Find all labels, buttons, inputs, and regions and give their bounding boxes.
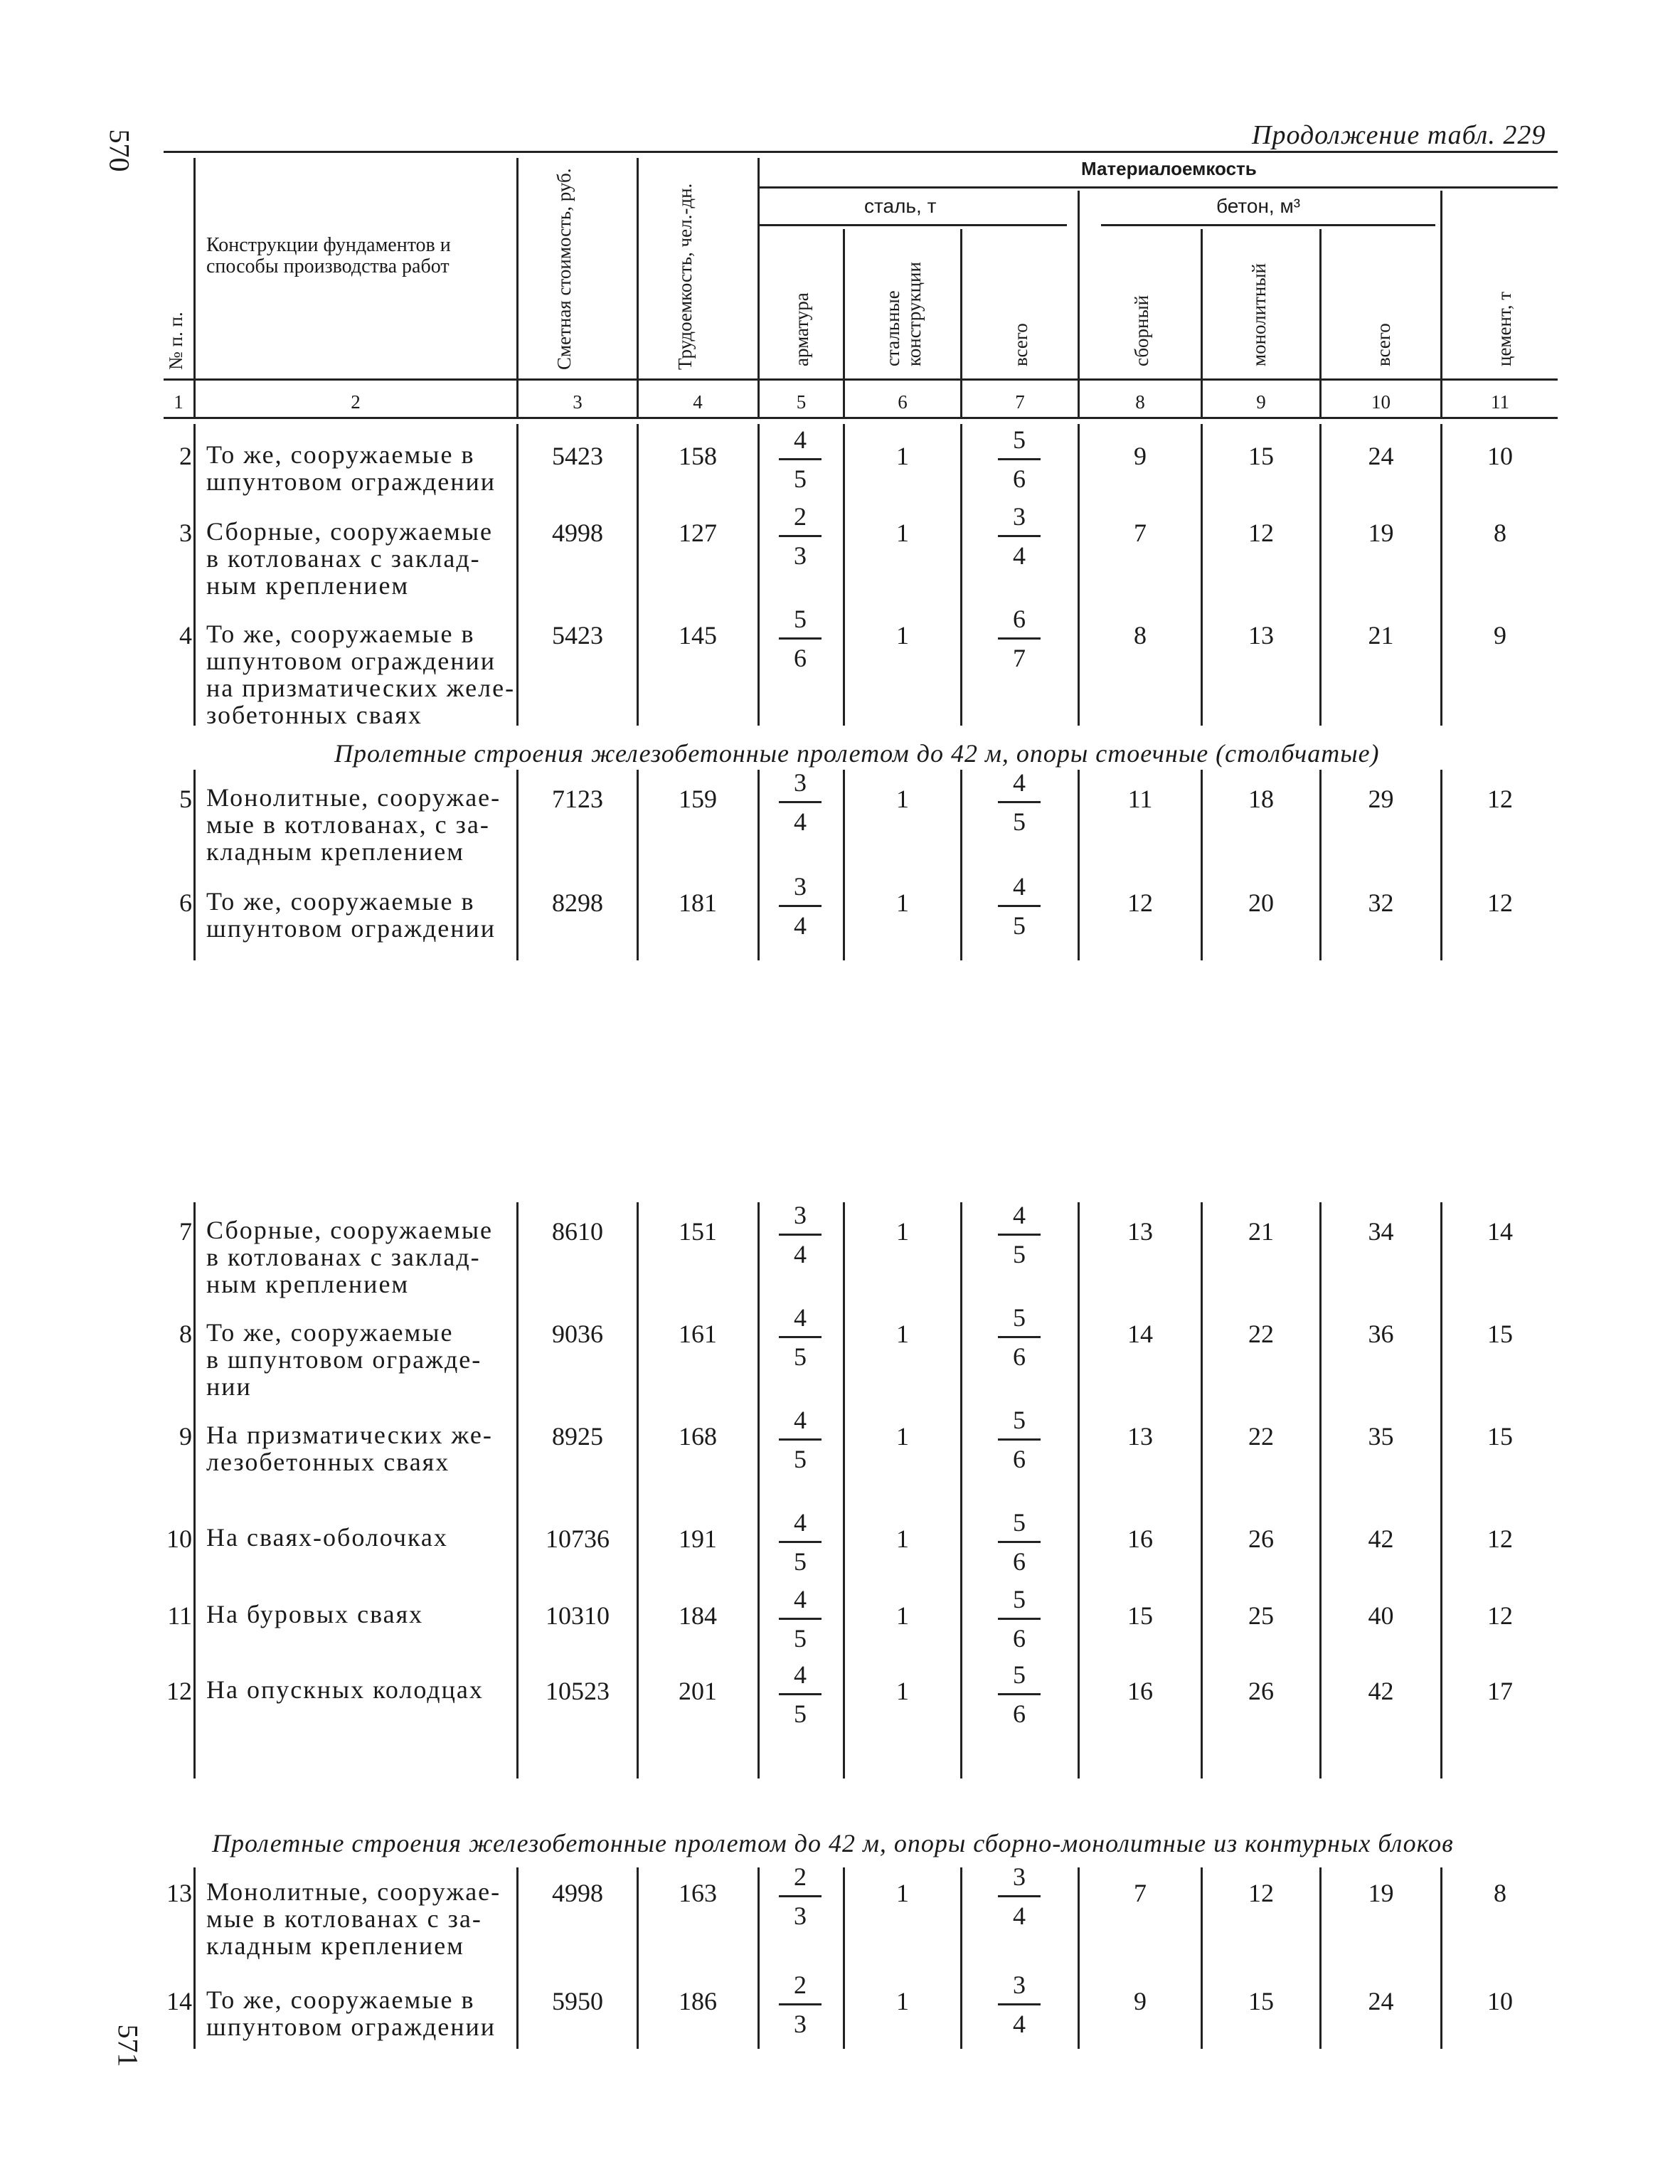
row-description-line: в котлованах с заклад-: [206, 544, 481, 573]
row-steel-structures: 1: [896, 1217, 909, 1246]
section-title-1: Пролетные строения железобетонные пролетом до 42 м, опоры стоечные (столбчатые): [334, 739, 1380, 768]
header-materials: Материалоемкость: [1081, 158, 1257, 179]
row-concrete-monolithic: 22: [1248, 1422, 1274, 1451]
row-armature-denominator: 6: [794, 644, 807, 672]
row-concrete-monolithic: 26: [1248, 1677, 1274, 1705]
header-col5: арматура: [791, 292, 812, 366]
row-steel-structures: 1: [896, 1987, 909, 2015]
row-armature-denominator: 4: [794, 1240, 807, 1268]
row-concrete-precast: 15: [1127, 1601, 1153, 1630]
row-labor: 127: [679, 519, 717, 547]
table-vline: [757, 770, 760, 960]
row-armature-denominator: 5: [794, 1547, 807, 1576]
row-steel-total-denominator: 6: [1013, 1624, 1026, 1653]
row-description-line: шпунтовом ограждении: [206, 2013, 496, 2041]
row-armature-bar: [779, 1618, 822, 1620]
row-steel-total-bar: [998, 2003, 1041, 2005]
row-steel-total-denominator: 4: [1013, 1902, 1026, 1930]
row-concrete-monolithic: 18: [1248, 785, 1274, 813]
row-steel-total-numerator: 6: [1013, 605, 1026, 633]
row-armature-numerator: 2: [794, 1971, 807, 1999]
row-concrete-total: 35: [1368, 1422, 1394, 1451]
header-col11: цемент, т: [1494, 291, 1515, 366]
row-steel-total-numerator: 5: [1013, 425, 1026, 454]
row-steel-total-bar: [998, 905, 1041, 907]
row-armature-numerator: 2: [794, 502, 807, 531]
row-labor: 159: [679, 785, 717, 813]
row-armature-numerator: 5: [794, 605, 807, 633]
row-concrete-monolithic: 15: [1248, 442, 1274, 470]
row-steel-total-bar: [998, 535, 1041, 537]
row-cost: 4998: [552, 519, 603, 547]
row-cost: 4998: [552, 1879, 603, 1907]
row-armature-numerator: 3: [794, 768, 807, 797]
row-description-line: Сборные, сооружаемые: [206, 1216, 494, 1244]
row-armature-bar: [779, 801, 822, 803]
row-number: 6: [179, 889, 192, 917]
row-cost: 10736: [546, 1525, 610, 1553]
row-armature-denominator: 5: [794, 465, 807, 493]
row-armature-bar: [779, 1336, 822, 1338]
row-number: 2: [179, 442, 192, 470]
row-armature-numerator: 4: [794, 1303, 807, 1332]
header-vline: [516, 158, 519, 417]
row-armature-bar: [779, 1693, 822, 1695]
row-concrete-monolithic: 20: [1248, 889, 1274, 917]
row-steel-total: [991, 768, 1048, 836]
row-description-line: кладным креплением: [206, 837, 464, 866]
row-concrete-total: 19: [1368, 519, 1394, 547]
section-title-2: Пролетные строения железобетонные пролетом до 42 м, опоры сборно-монолитные из контурных блоков: [212, 1829, 1454, 1857]
row-armature: [772, 1406, 829, 1473]
row-armature: [772, 1201, 829, 1268]
row-steel-total: [991, 605, 1048, 672]
row-cement: 12: [1487, 889, 1513, 917]
row-description-line: мые в котлованах, с за-: [206, 810, 490, 839]
header-top-rule: [164, 151, 1558, 153]
row-number: 8: [179, 1320, 192, 1348]
page-number-bottom: 571: [112, 2024, 144, 2067]
row-steel-structures: 1: [896, 1879, 909, 1907]
row-concrete-precast: 8: [1134, 621, 1147, 650]
row-description-line: в котлованах с заклад-: [206, 1243, 481, 1271]
row-steel-total-bar: [998, 458, 1041, 460]
table-vline: [960, 1867, 962, 2049]
row-labor: 201: [679, 1677, 717, 1705]
header-col7: всего: [1010, 323, 1031, 366]
row-steel-total-bar: [998, 1438, 1041, 1441]
row-description-line: в шпунтовом огражде-: [206, 1345, 482, 1374]
row-cost: 8610: [552, 1217, 603, 1246]
row-armature: [772, 1660, 829, 1728]
row-description-line: мые в котлованах с за-: [206, 1904, 482, 1933]
row-armature-bar: [779, 637, 822, 640]
row-steel-total-denominator: 6: [1013, 1700, 1026, 1728]
row-cement: 14: [1487, 1217, 1513, 1246]
row-steel-structures: 1: [896, 621, 909, 650]
row-steel-total-denominator: 6: [1013, 1547, 1026, 1576]
row-description-line: То же, сооружаемые в: [206, 1986, 475, 2014]
row-cost: 8925: [552, 1422, 603, 1451]
row-armature-bar: [779, 1895, 822, 1897]
row-concrete-precast: 9: [1134, 442, 1147, 470]
row-steel-total: [991, 1406, 1048, 1473]
row-armature: [772, 1585, 829, 1653]
table-vline: [757, 424, 760, 726]
row-concrete-total: 40: [1368, 1601, 1394, 1630]
row-concrete-monolithic: 22: [1248, 1320, 1274, 1348]
row-description-line: ным креплением: [206, 571, 410, 600]
row-armature-numerator: 2: [794, 1862, 807, 1891]
row-armature-numerator: 4: [794, 1508, 807, 1537]
row-steel-structures: 1: [896, 785, 909, 813]
row-description-line: шпунтовом ограждении: [206, 647, 496, 675]
colnum-9: 9: [1256, 391, 1266, 413]
row-steel-total: [991, 1508, 1048, 1576]
row-armature-bar: [779, 1438, 822, 1441]
row-steel-total-numerator: 4: [1013, 1201, 1026, 1229]
colnum-11: 11: [1491, 391, 1509, 413]
table-continuation-title: Продолжение табл. 229: [1252, 120, 1546, 150]
row-armature-bar: [779, 1541, 822, 1543]
header-col2-text: Конструкции фундаментов и способы производства работ: [206, 234, 451, 277]
row-concrete-total: 32: [1368, 889, 1394, 917]
row-steel-structures: 1: [896, 1422, 909, 1451]
row-concrete-precast: 11: [1127, 785, 1153, 813]
row-number: 3: [179, 519, 192, 547]
row-concrete-precast: 7: [1134, 1879, 1147, 1907]
row-concrete-total: 42: [1368, 1677, 1394, 1705]
row-steel-total-numerator: 5: [1013, 1508, 1026, 1537]
row-concrete-monolithic: 25: [1248, 1601, 1274, 1630]
header-vline: [637, 158, 639, 417]
colnum-1: 1: [174, 391, 184, 413]
row-labor: 191: [679, 1525, 717, 1553]
row-steel-total-denominator: 4: [1013, 2010, 1026, 2038]
row-armature-denominator: 4: [794, 807, 807, 836]
row-steel-total-denominator: 5: [1013, 911, 1026, 940]
row-armature-denominator: 5: [794, 1445, 807, 1473]
row-cement: 12: [1487, 1601, 1513, 1630]
row-armature-denominator: 3: [794, 1902, 807, 1930]
header-col1: № п. п.: [165, 312, 186, 370]
row-description-line: шпунтовом ограждении: [206, 467, 496, 496]
row-steel-total-numerator: 4: [1013, 872, 1026, 901]
row-concrete-total: 21: [1368, 621, 1394, 650]
row-cost: 9036: [552, 1320, 603, 1348]
row-steel-total-denominator: 6: [1013, 1445, 1026, 1473]
row-cement: 10: [1487, 442, 1513, 470]
row-concrete-total: 36: [1368, 1320, 1394, 1348]
row-armature-numerator: 3: [794, 1201, 807, 1229]
row-description-line: Сборные, сооружаемые: [206, 517, 494, 546]
row-cost: 5423: [552, 621, 603, 650]
row-armature-bar: [779, 535, 822, 537]
header-vline: [1201, 229, 1203, 417]
header-vline: [757, 158, 760, 417]
table-vline: [193, 1202, 196, 1779]
row-number: 4: [179, 621, 192, 650]
row-armature: [772, 605, 829, 672]
header-col2: [206, 235, 512, 277]
row-steel-total-bar: [998, 637, 1041, 640]
table-vline: [757, 1867, 760, 2049]
row-steel-total-numerator: 4: [1013, 768, 1026, 797]
header-col3: Сметная стоимость, руб.: [553, 168, 575, 370]
row-concrete-monolithic: 12: [1248, 1879, 1274, 1907]
materials-rule: [757, 186, 1558, 189]
row-concrete-precast: 16: [1127, 1677, 1153, 1705]
row-concrete-precast: 16: [1127, 1525, 1153, 1553]
row-armature-denominator: 5: [794, 1342, 807, 1371]
row-steel-total-numerator: 5: [1013, 1303, 1026, 1332]
row-steel-total-denominator: 7: [1013, 644, 1026, 672]
colnum-7: 7: [1015, 391, 1025, 413]
row-labor: 163: [679, 1879, 717, 1907]
row-armature: [772, 1303, 829, 1371]
row-armature-bar: [779, 458, 822, 460]
row-number: 9: [179, 1422, 192, 1451]
row-number: 13: [166, 1879, 192, 1907]
colnum-10: 10: [1371, 391, 1391, 413]
colnum-2: 2: [351, 391, 361, 413]
row-concrete-precast: 9: [1134, 1987, 1147, 2015]
table-vline: [960, 770, 962, 960]
row-steel-total: [991, 1660, 1048, 1728]
row-concrete-precast: 7: [1134, 519, 1147, 547]
row-steel-total-bar: [998, 1895, 1041, 1897]
row-description-line: на призматических желе-: [206, 674, 516, 702]
row-armature-numerator: 4: [794, 1406, 807, 1434]
row-labor: 151: [679, 1217, 717, 1246]
row-description-line: То же, сооружаемые в: [206, 620, 475, 648]
row-cost: 10310: [546, 1601, 610, 1630]
row-concrete-total: 34: [1368, 1217, 1394, 1246]
row-steel-total: [991, 1585, 1048, 1653]
row-cement: 10: [1487, 1987, 1513, 2015]
row-steel-total: [991, 1862, 1048, 1930]
row-number: 12: [166, 1677, 192, 1705]
row-cost: 5423: [552, 442, 603, 470]
row-description-line: кладным креплением: [206, 1931, 464, 1960]
row-armature-denominator: 5: [794, 1700, 807, 1728]
row-steel-structures: 1: [896, 519, 909, 547]
row-cement: 17: [1487, 1677, 1513, 1705]
row-description-line: зобетонных сваях: [206, 701, 422, 729]
row-labor: 145: [679, 621, 717, 650]
row-armature: [772, 425, 829, 493]
row-number: 7: [179, 1217, 192, 1246]
header-steel: сталь, т: [864, 195, 937, 217]
colnum-3: 3: [573, 391, 583, 413]
table-vline: [193, 424, 196, 726]
table-vline: [960, 424, 962, 726]
steel-rule: [757, 224, 1067, 226]
header-col9: монолитный: [1248, 263, 1270, 366]
page-number-top: 570: [103, 129, 136, 172]
row-concrete-total: 19: [1368, 1879, 1394, 1907]
row-armature-numerator: 4: [794, 1660, 807, 1689]
row-steel-total: [991, 1303, 1048, 1371]
table-vline: [757, 1202, 760, 1779]
row-armature-denominator: 5: [794, 1624, 807, 1653]
row-concrete-total: 24: [1368, 1987, 1394, 2015]
row-steel-total-numerator: 5: [1013, 1585, 1026, 1613]
row-steel-total: [991, 872, 1048, 940]
row-description-line: шпунтовом ограждении: [206, 914, 496, 943]
row-armature-denominator: 3: [794, 541, 807, 570]
row-cement: 9: [1494, 621, 1506, 650]
row-armature: [772, 1508, 829, 1576]
header-col10: всего: [1373, 323, 1394, 366]
header-vline: [193, 158, 196, 417]
row-cement: 15: [1487, 1320, 1513, 1348]
table-vline: [193, 1867, 196, 2049]
row-description-line: На опускных колодцах: [206, 1675, 484, 1704]
row-steel-total-bar: [998, 1234, 1041, 1236]
row-steel-total-denominator: 4: [1013, 541, 1026, 570]
row-concrete-monolithic: 21: [1248, 1217, 1274, 1246]
row-cement: 12: [1487, 785, 1513, 813]
row-steel-total-bar: [998, 1541, 1041, 1543]
row-number: 11: [167, 1601, 192, 1630]
row-description-line: Монолитные, сооружае-: [206, 783, 501, 812]
row-steel-total-denominator: 6: [1013, 1342, 1026, 1371]
colnum-5: 5: [796, 391, 807, 413]
row-steel-total: [991, 1201, 1048, 1268]
row-armature-denominator: 3: [794, 2010, 807, 2038]
row-cement: 8: [1494, 1879, 1506, 1907]
colnum-6: 6: [898, 391, 908, 413]
numbers-bottom-rule: [164, 417, 1558, 419]
row-cement: 15: [1487, 1422, 1513, 1451]
row-armature-bar: [779, 1234, 822, 1236]
row-steel-structures: 1: [896, 1677, 909, 1705]
row-labor: 161: [679, 1320, 717, 1348]
row-labor: 186: [679, 1987, 717, 2015]
row-steel-total-denominator: 5: [1013, 807, 1026, 836]
row-description-line: То же, сооружаемые: [206, 1318, 454, 1347]
row-labor: 158: [679, 442, 717, 470]
row-description-line: На сваях-оболочках: [206, 1523, 448, 1552]
header-col8: сборный: [1131, 295, 1152, 366]
header-col4: Трудоемкость, чел.-дн.: [674, 183, 696, 370]
row-steel-total-numerator: 5: [1013, 1406, 1026, 1434]
row-description-line: Монолитные, сооружае-: [206, 1877, 501, 1906]
row-concrete-precast: 13: [1127, 1422, 1153, 1451]
row-steel-structures: 1: [896, 1601, 909, 1630]
table-vline: [960, 1202, 962, 1779]
row-concrete-total: 24: [1368, 442, 1394, 470]
row-concrete-precast: 13: [1127, 1217, 1153, 1246]
row-concrete-precast: 14: [1127, 1320, 1153, 1348]
row-description-line: То же, сооружаемые в: [206, 440, 475, 469]
row-armature-numerator: 3: [794, 872, 807, 901]
row-steel-structures: 1: [896, 1320, 909, 1348]
table-vline: [193, 770, 196, 960]
row-cement: 12: [1487, 1525, 1513, 1553]
row-cost: 7123: [552, 785, 603, 813]
header-vline: [960, 229, 962, 417]
row-concrete-monolithic: 12: [1248, 519, 1274, 547]
row-steel-total-numerator: 5: [1013, 1660, 1026, 1689]
row-steel-total: [991, 425, 1048, 493]
row-description-line: нии: [206, 1372, 252, 1401]
row-steel-total-numerator: 3: [1013, 502, 1026, 531]
row-description-line: ным креплением: [206, 1270, 410, 1298]
header-col6: стальные конструкции: [882, 262, 925, 366]
row-steel-total: [991, 502, 1048, 570]
row-armature-numerator: 4: [794, 425, 807, 454]
row-armature-denominator: 4: [794, 911, 807, 940]
row-concrete-monolithic: 13: [1248, 621, 1274, 650]
colnum-4: 4: [693, 391, 703, 413]
row-cost: 5950: [552, 1987, 603, 2015]
row-concrete-precast: 12: [1127, 889, 1153, 917]
row-description-line: То же, сооружаемые в: [206, 887, 475, 916]
row-steel-structures: 1: [896, 442, 909, 470]
row-steel-total-bar: [998, 801, 1041, 803]
row-armature-bar: [779, 905, 822, 907]
concrete-rule: [1101, 224, 1435, 226]
header-vline: [1440, 191, 1442, 417]
row-steel-total: [991, 1971, 1048, 2038]
row-steel-total-bar: [998, 1618, 1041, 1620]
row-armature-bar: [779, 2003, 822, 2005]
row-labor: 168: [679, 1422, 717, 1451]
row-description-line: На призматических же-: [206, 1421, 493, 1449]
row-cement: 8: [1494, 519, 1506, 547]
row-steel-total-numerator: 3: [1013, 1971, 1026, 1999]
row-armature: [772, 502, 829, 570]
row-cost: 10523: [546, 1677, 610, 1705]
row-number: 5: [179, 785, 192, 813]
row-steel-total-denominator: 5: [1013, 1240, 1026, 1268]
row-labor: 181: [679, 889, 717, 917]
row-concrete-monolithic: 15: [1248, 1987, 1274, 2015]
row-steel-total-bar: [998, 1693, 1041, 1695]
row-armature: [772, 1971, 829, 2038]
row-concrete-total: 42: [1368, 1525, 1394, 1553]
row-concrete-total: 29: [1368, 785, 1394, 813]
header-vline: [843, 229, 845, 417]
row-steel-structures: 1: [896, 889, 909, 917]
row-labor: 184: [679, 1601, 717, 1630]
colnum-8: 8: [1135, 391, 1145, 413]
header-vline: [1078, 191, 1080, 417]
row-steel-total-numerator: 3: [1013, 1862, 1026, 1891]
row-concrete-monolithic: 26: [1248, 1525, 1274, 1553]
row-armature-numerator: 4: [794, 1585, 807, 1613]
row-steel-total-bar: [998, 1336, 1041, 1338]
header-bottom-rule: [164, 378, 1558, 381]
row-description-line: лезобетонных сваях: [206, 1448, 450, 1476]
row-number: 10: [166, 1525, 192, 1553]
row-armature: [772, 872, 829, 940]
header-vline: [1319, 229, 1322, 417]
header-concrete: бетон, м³: [1216, 195, 1301, 217]
row-steel-total-denominator: 6: [1013, 465, 1026, 493]
row-armature: [772, 1862, 829, 1930]
row-number: 14: [166, 1987, 192, 2015]
row-steel-structures: 1: [896, 1525, 909, 1553]
row-armature: [772, 768, 829, 836]
row-cost: 8298: [552, 889, 603, 917]
row-description-line: На буровых сваях: [206, 1600, 424, 1628]
